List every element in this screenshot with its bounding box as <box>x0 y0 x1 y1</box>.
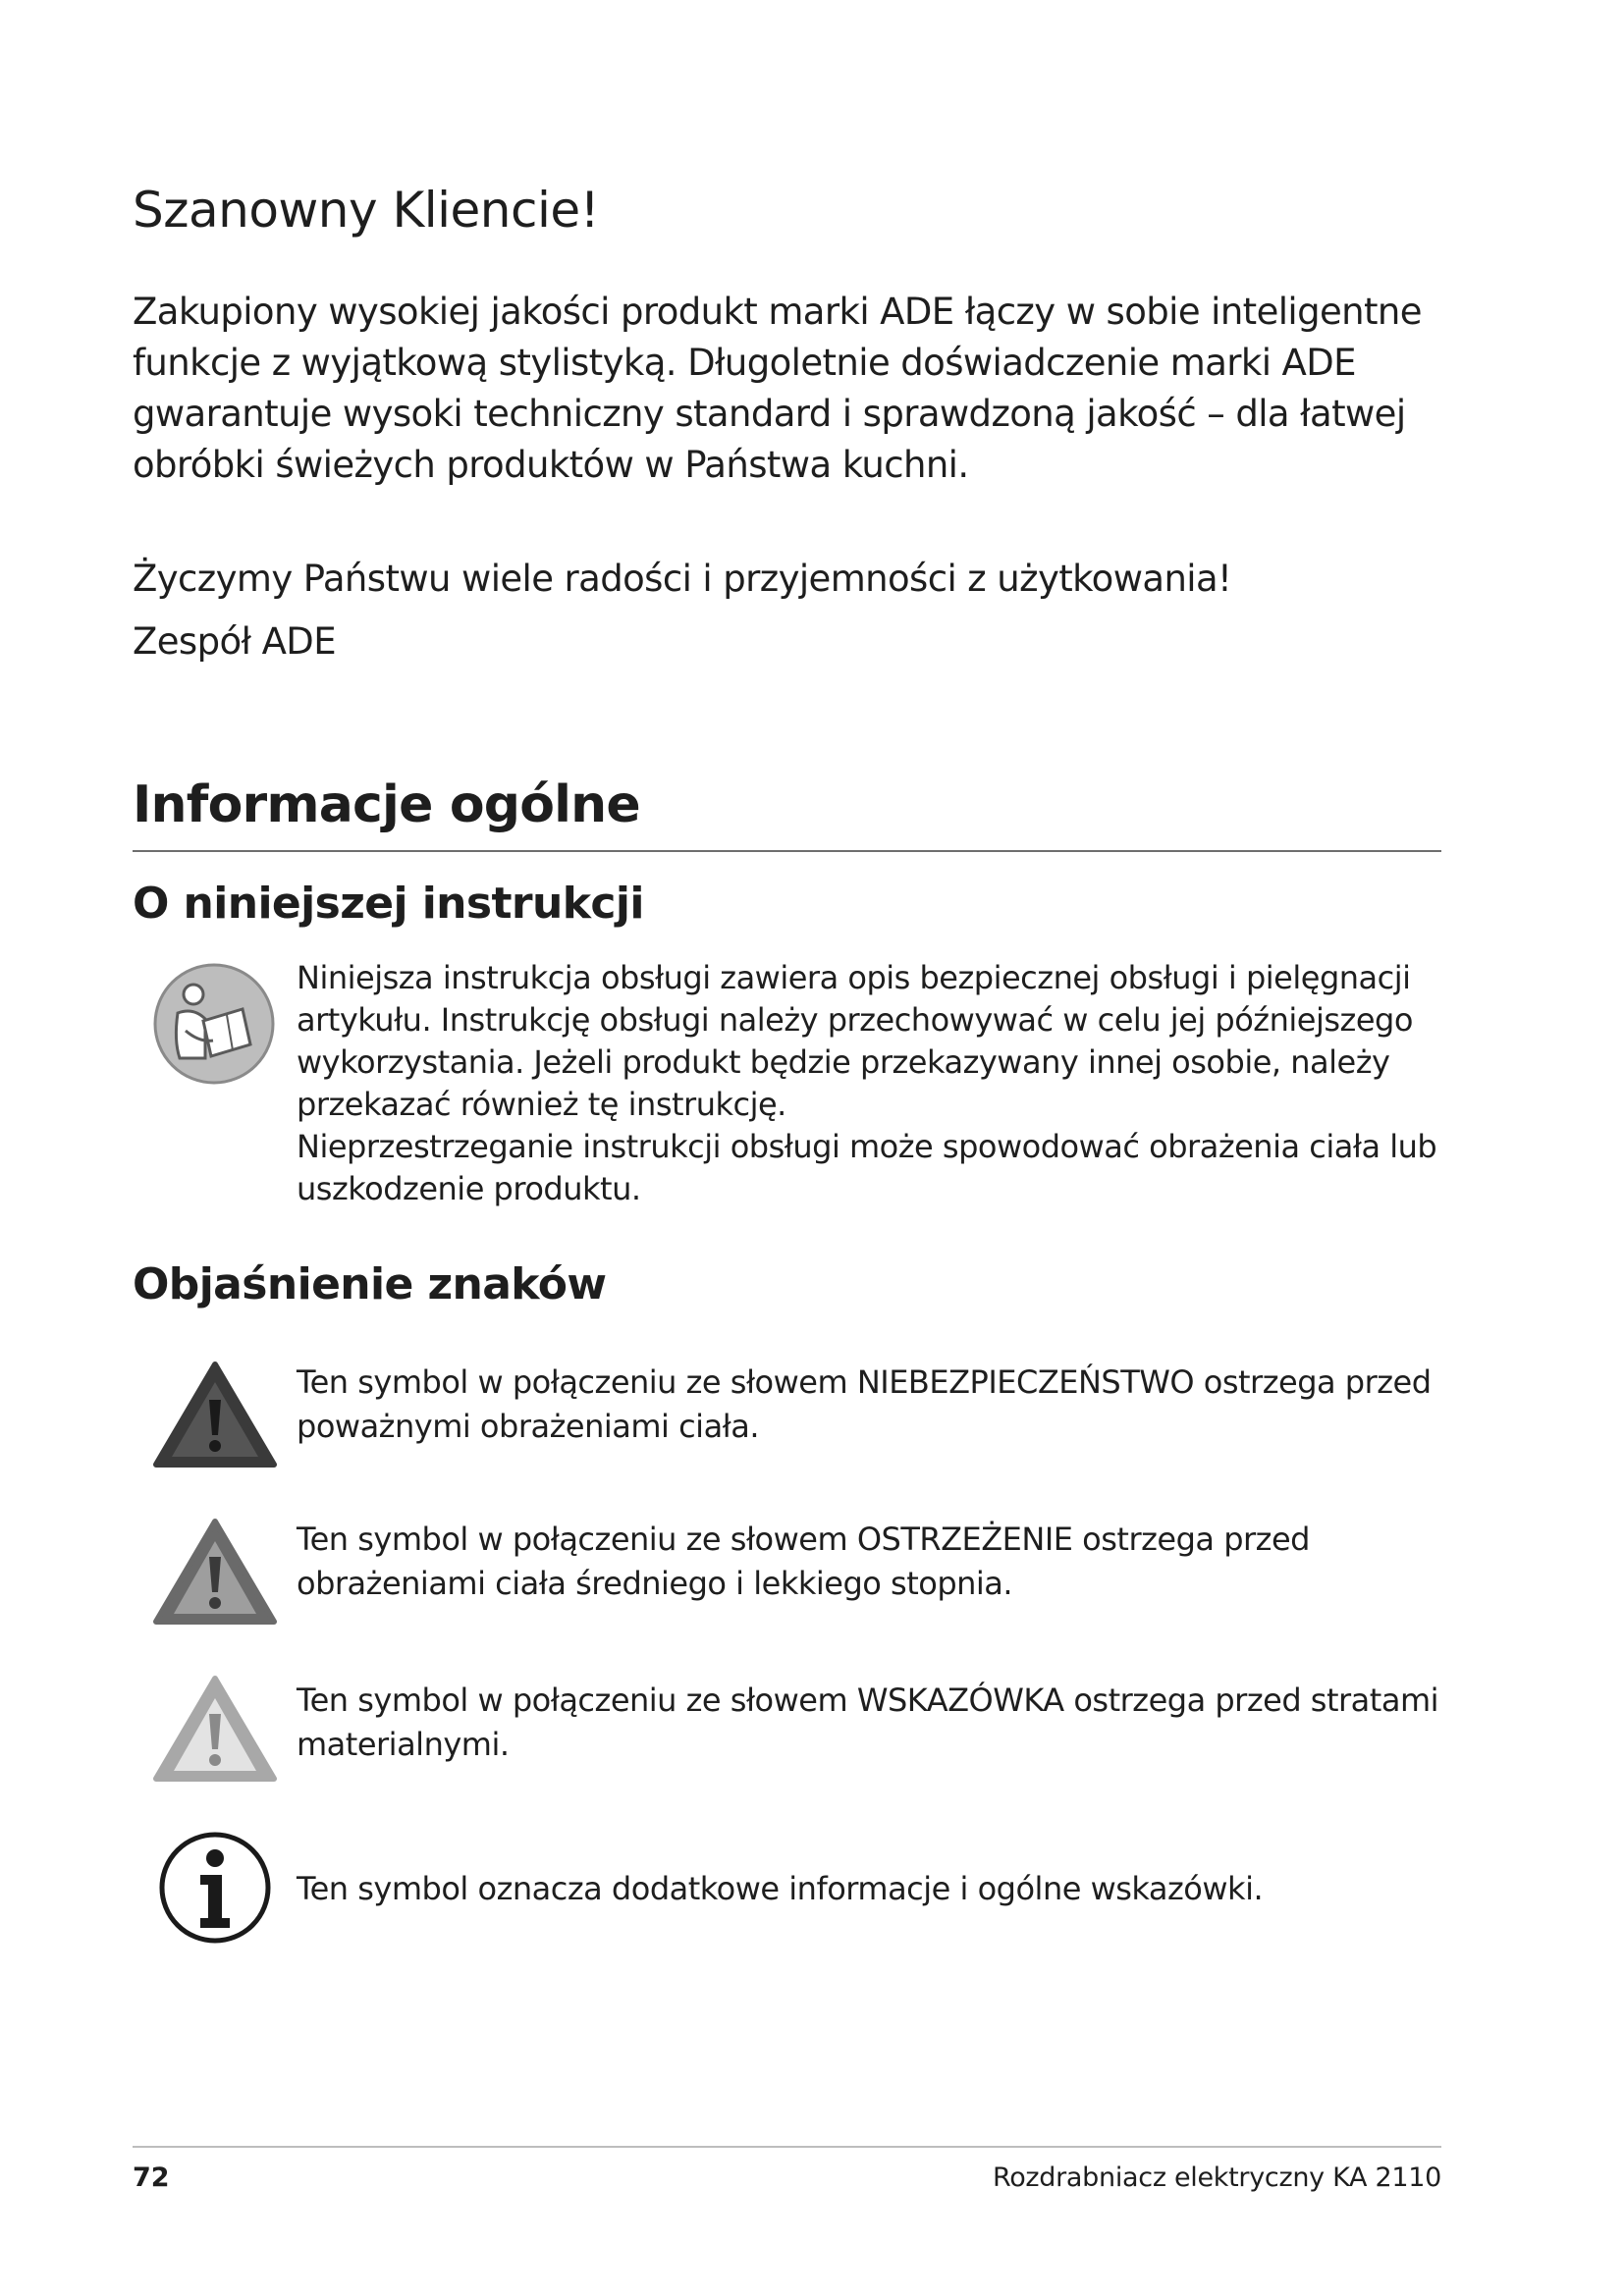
danger-sign-text: Ten symbol w połączeniu ze słowem NIEBEZPIECZEŃSTWO ostrzega przed poważnymi obrażeniami ciała. <box>297 1363 1432 1445</box>
read-manual-icon <box>152 962 276 1086</box>
signs-subtitle: Objaśnienie znaków <box>133 1259 607 1309</box>
info-sign-text: Ten symbol oznacza dodatkowe informacje i ogólne wskazówki. <box>297 1870 1264 1907</box>
page-number: 72 <box>133 2163 170 2193</box>
greeting-title: Szanowny Kliencie! <box>133 182 600 239</box>
instruction-paragraph <box>297 957 1455 1210</box>
caution-triangle-icon <box>152 1667 278 1792</box>
danger-triangle-icon <box>152 1353 278 1478</box>
intro-paragraph: Zakupiony wysokiej jakości produkt marki ADE łączy w sobie inteligentne funkcje z wyjątkową stylistyką. Długoletnie doświadczenie marki ADE gwarantuje wysoki techniczny standard i sprawdzoną jakość – dla łatwej obróbki świeżych produktów w Państwa kuchni. <box>133 291 1422 486</box>
caution-sign-text: Ten symbol w połączeniu ze słowem WSKAZÓWKA ostrzega przed stratami materialnymi. <box>297 1682 1438 1763</box>
section-divider <box>133 850 1441 852</box>
section-title: Informacje ogólne <box>133 775 640 834</box>
footer-divider <box>133 2146 1441 2148</box>
warning-sign-text: Ten symbol w połączeniu ze słowem OSTRZEŻENIE ostrzega przed obrażeniami ciała średniego i lekkiego stopnia. <box>297 1521 1310 1602</box>
warning-triangle-icon <box>152 1510 278 1635</box>
instruction-text-1: Niniejsza instrukcja obsługi zawiera opis bezpiecznej obsługi i pielęgnacji artykułu. Instrukcję obsługi należy przechowywać w celu jej późniejszego wykorzystania. Jeżeli produkt będzie przekazywany innej osobie, należy przekazać również tę instrukcję. <box>297 959 1413 1123</box>
info-icon <box>157 1830 273 1946</box>
instruction-subtitle: O niniejszej instrukcji <box>133 879 644 929</box>
product-name: Rozdrabniacz elektryczny KA 2110 <box>992 2163 1441 2193</box>
wishes-text: Życzymy Państwu wiele radości i przyjemności z użytkowania! <box>133 558 1232 600</box>
signature-text: Zespół ADE <box>133 620 336 663</box>
instruction-text-2: Nieprzestrzeganie instrukcji obsługi może spowodować obrażenia ciała lub uszkodzenie produktu. <box>297 1128 1437 1207</box>
